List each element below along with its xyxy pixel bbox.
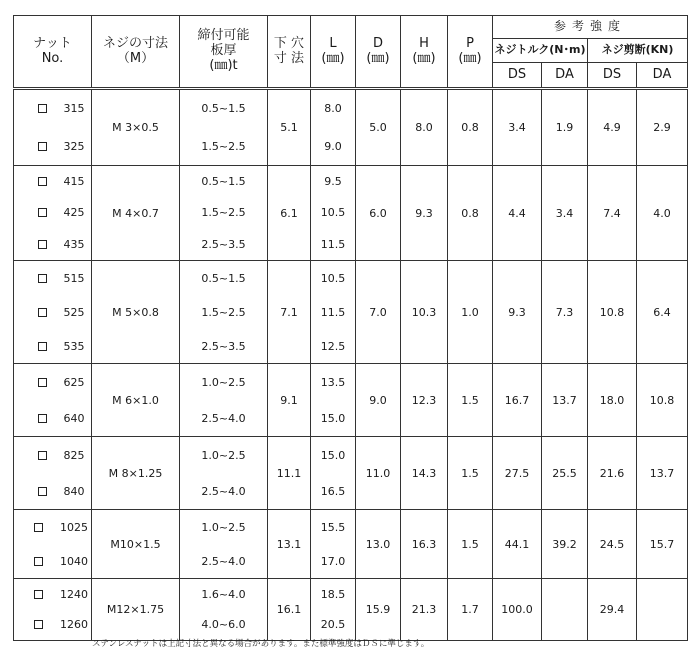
plate-cell [180,437,268,510]
nut-option[interactable] [14,485,91,498]
nut-number: 435 [63,237,85,251]
D-cell: 7.0 [356,261,401,364]
thread-cell: M 5×0.8 [92,261,180,364]
checkbox[interactable] [38,274,47,283]
nut-number: 415 [63,175,85,189]
table-row [14,579,688,641]
L-cell-value: 15.0 [320,448,346,462]
plate-cell-value: 1.5~2.5 [201,305,246,319]
checkbox[interactable] [38,142,47,151]
spec-table [13,15,688,641]
plate-cell-value: 2.5~4.0 [201,411,246,425]
header-reference-strength: 参考強度 [493,16,688,39]
shear-da-cell: 15.7 [637,510,688,579]
nut-number: 325 [63,139,85,153]
header-H: H (㎜) [401,16,448,89]
L-cell [311,437,356,510]
torque-ds-cell: 9.3 [493,261,542,364]
checkbox[interactable] [38,177,47,186]
plate-cell [180,166,268,261]
L-cell [311,89,356,166]
nut-option[interactable] [14,340,91,353]
torque-da-cell: 7.3 [542,261,588,364]
hole-cell: 7.1 [268,261,311,364]
L-cell-value: 11.5 [320,305,346,319]
plate-cell-value: 1.6~4.0 [201,587,246,601]
L-cell-value: 18.5 [320,587,346,601]
H-cell: 12.3 [401,364,448,437]
nut-option[interactable] [14,376,91,389]
nut-no-cell [14,89,92,166]
nut-number: 525 [63,305,85,319]
checkbox[interactable] [34,523,43,532]
header-D: D (㎜) [356,16,401,89]
checkbox[interactable] [34,557,43,566]
torque-da-cell: 1.9 [542,89,588,166]
header-shear-ds: DS [588,63,637,89]
header-nut-no: ナット No. [14,16,92,89]
P-cell: 1.5 [448,364,493,437]
torque-ds-cell: 16.7 [493,364,542,437]
checkbox[interactable] [38,208,47,217]
L-cell-value: 9.5 [324,175,342,189]
nut-option[interactable] [14,412,91,425]
plate-cell [180,364,268,437]
torque-da-cell: 39.2 [542,510,588,579]
nut-number: 625 [63,375,85,389]
P-cell: 0.8 [448,166,493,261]
nut-no-cell [14,166,92,261]
table-row [14,364,688,437]
nut-option[interactable] [14,555,91,568]
nut-no-cell [14,364,92,437]
L-cell [311,261,356,364]
nut-option[interactable] [14,449,91,462]
plate-cell [180,89,268,166]
plate-cell-value: 1.5~2.5 [201,139,246,153]
shear-da-cell: 13.7 [637,437,688,510]
torque-da-cell [542,579,588,641]
thread-cell: M 8×1.25 [92,437,180,510]
shear-ds-cell: 4.9 [588,89,637,166]
nut-no-cell [14,579,92,641]
plate-cell [180,261,268,364]
L-cell-value: 12.5 [320,339,346,353]
L-cell-value: 17.0 [320,554,346,568]
torque-ds-cell: 44.1 [493,510,542,579]
nut-no-cell [14,510,92,579]
plate-cell [180,579,268,641]
shear-da-cell: 6.4 [637,261,688,364]
L-cell [311,510,356,579]
shear-da-cell: 10.8 [637,364,688,437]
header-torque-ds: DS [493,63,542,89]
table-row [14,89,688,166]
H-cell: 16.3 [401,510,448,579]
L-cell [311,579,356,641]
D-cell: 9.0 [356,364,401,437]
checkbox[interactable] [38,342,47,351]
D-cell: 15.9 [356,579,401,641]
plate-cell-value: 1.5~2.5 [201,206,246,220]
nut-option[interactable] [14,206,91,219]
plate-cell [180,510,268,579]
L-cell-value: 15.0 [320,411,346,425]
P-cell: 1.5 [448,510,493,579]
nut-number: 1025 [60,520,88,534]
D-cell: 6.0 [356,166,401,261]
D-cell: 13.0 [356,510,401,579]
checkbox[interactable] [38,378,47,387]
hole-cell: 13.1 [268,510,311,579]
nut-option[interactable] [14,618,91,631]
header-L: L (㎜) [311,16,356,89]
H-cell: 10.3 [401,261,448,364]
P-cell: 1.0 [448,261,493,364]
nut-number: 425 [63,206,85,220]
nut-option[interactable] [14,306,91,319]
nut-option[interactable] [14,140,91,153]
thread-cell: M12×1.75 [92,579,180,641]
header-screw-shear: ネジ剪断(KN) [588,39,688,63]
plate-cell-value: 1.0~2.5 [201,520,246,534]
L-cell-value: 13.5 [320,375,346,389]
checkbox[interactable] [38,240,47,249]
torque-ds-cell: 27.5 [493,437,542,510]
table-row [14,166,688,261]
L-cell-value: 10.5 [320,206,346,220]
P-cell: 0.8 [448,89,493,166]
header-shear-da: DA [637,63,688,89]
nut-option[interactable] [14,238,91,251]
shear-da-cell: 4.0 [637,166,688,261]
thread-cell: M10×1.5 [92,510,180,579]
plate-cell-value: 0.5~1.5 [201,102,246,116]
checkbox[interactable] [38,487,47,496]
torque-ds-cell: 100.0 [493,579,542,641]
L-cell-value: 8.0 [324,102,342,116]
L-cell [311,364,356,437]
torque-ds-cell: 3.4 [493,89,542,166]
plate-cell-value: 2.5~4.0 [201,484,246,498]
nut-number: 1040 [60,554,88,568]
L-cell-value: 16.5 [320,484,346,498]
L-cell-value: 15.5 [320,520,346,534]
table-row [14,510,688,579]
L-cell [311,166,356,261]
plate-cell-value: 0.5~1.5 [201,175,246,189]
thread-cell: M 3×0.5 [92,89,180,166]
hole-cell: 16.1 [268,579,311,641]
header-torque-da: DA [542,63,588,89]
P-cell: 1.5 [448,437,493,510]
plate-cell-value: 2.5~3.5 [201,339,246,353]
table-row [14,437,688,510]
header-P: P (㎜) [448,16,493,89]
P-cell: 1.7 [448,579,493,641]
plate-cell-value: 2.5~3.5 [201,237,246,251]
checkbox[interactable] [38,451,47,460]
plate-cell-value: 1.0~2.5 [201,448,246,462]
nut-no-cell [14,261,92,364]
checkbox[interactable] [34,620,43,629]
plate-cell-value: 1.0~2.5 [201,375,246,389]
L-cell-value: 9.0 [324,139,342,153]
table-row [14,261,688,364]
header-thread-size: ネジの寸法 （M） [92,16,180,89]
hole-cell: 11.1 [268,437,311,510]
H-cell: 8.0 [401,89,448,166]
nut-number: 1260 [60,618,88,632]
nut-option[interactable] [14,272,91,285]
plate-cell-value: 4.0~6.0 [201,618,246,632]
shear-da-cell: 2.9 [637,89,688,166]
nut-number: 840 [63,484,85,498]
L-cell-value: 20.5 [320,618,346,632]
nut-option[interactable] [14,175,91,188]
torque-da-cell: 3.4 [542,166,588,261]
checkbox[interactable] [38,308,47,317]
header-hole-size: 下 穴 寸 法 [268,16,311,89]
shear-da-cell [637,579,688,641]
hole-cell: 9.1 [268,364,311,437]
nut-number: 825 [63,448,85,462]
nut-number: 1240 [60,587,88,601]
D-cell: 5.0 [356,89,401,166]
plate-cell-value: 0.5~1.5 [201,271,246,285]
H-cell: 9.3 [401,166,448,261]
torque-da-cell: 13.7 [542,364,588,437]
nut-number: 515 [63,271,85,285]
nut-number: 535 [63,339,85,353]
nut-number: 315 [63,102,85,116]
shear-ds-cell: 24.5 [588,510,637,579]
shear-ds-cell: 29.4 [588,579,637,641]
D-cell: 11.0 [356,437,401,510]
thread-cell: M 4×0.7 [92,166,180,261]
L-cell-value: 10.5 [320,271,346,285]
nut-number: 640 [63,411,85,425]
checkbox[interactable] [38,104,47,113]
H-cell: 21.3 [401,579,448,641]
nut-option[interactable] [14,521,91,534]
torque-da-cell: 25.5 [542,437,588,510]
H-cell: 14.3 [401,437,448,510]
header-plate-thickness: 締付可能 板厚 (㎜)t [180,16,268,89]
hole-cell: 6.1 [268,166,311,261]
checkbox[interactable] [34,590,43,599]
torque-ds-cell: 4.4 [493,166,542,261]
shear-ds-cell: 18.0 [588,364,637,437]
nut-option[interactable] [14,588,91,601]
L-cell-value: 11.5 [320,237,346,251]
nut-option[interactable] [14,102,91,115]
shear-ds-cell: 7.4 [588,166,637,261]
thread-cell: M 6×1.0 [92,364,180,437]
hole-cell: 5.1 [268,89,311,166]
header-screw-torque: ネジトルク(N･m) [493,39,588,63]
checkbox[interactable] [38,414,47,423]
shear-ds-cell: 10.8 [588,261,637,364]
shear-ds-cell: 21.6 [588,437,637,510]
nut-no-cell [14,437,92,510]
footnote: ステンレスナットは上記寸法と異なる場合があります。また標準強度はＤＳに準じます。 [92,639,430,649]
plate-cell-value: 2.5~4.0 [201,554,246,568]
